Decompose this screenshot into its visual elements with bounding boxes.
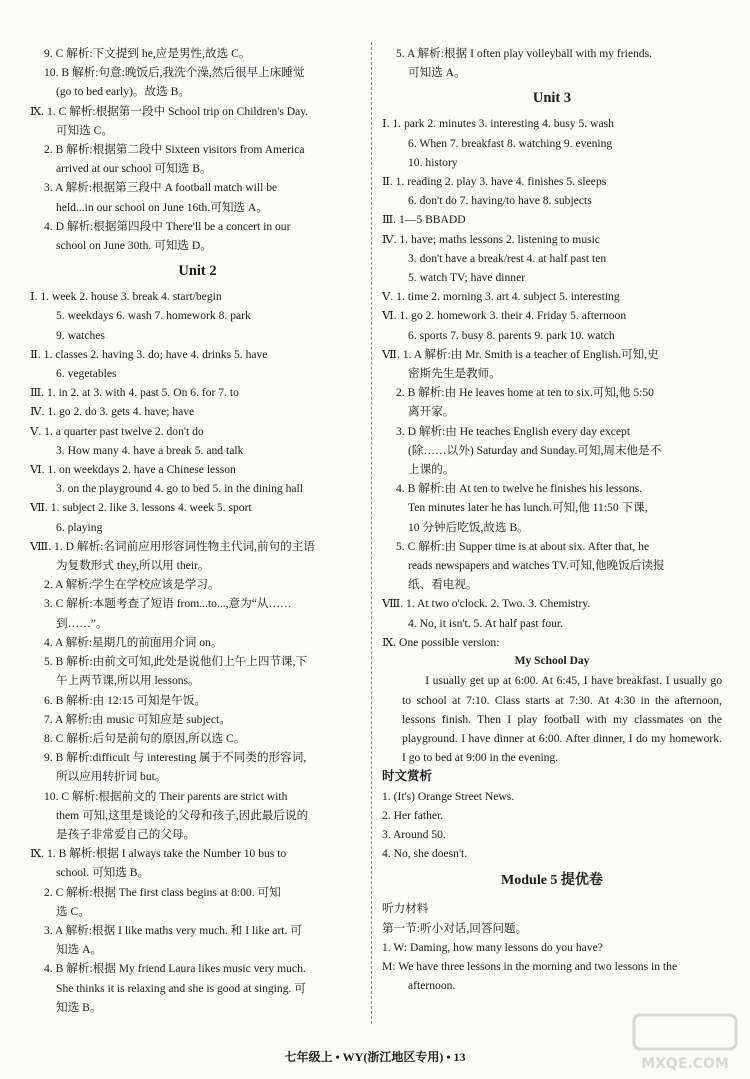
- answer-line: Ⅱ. 1. reading 2. play 3. have 4. finishes 5. sleeps: [382, 175, 607, 189]
- answer-line: 9. B 解析:difficult 与 interesting 属于不同类的形容词,: [44, 751, 307, 765]
- answer-line: 离开家。: [408, 405, 455, 419]
- answer-line: 选 C。: [56, 904, 90, 918]
- essay-title: My School Day: [514, 655, 590, 668]
- answer-line: 9. watches: [56, 328, 105, 342]
- answer-line: 3. How many 4. have a break 5. and talk: [56, 443, 244, 457]
- answer-line: 2. B 解析:根据第二段中 Sixteen visitors from America: [44, 143, 305, 157]
- answer-line: 上课的。: [408, 463, 455, 477]
- answer-line: 午上两节课,所以用 lessons。: [56, 674, 200, 688]
- answer-line: Ⅲ. 1—5 BBADD: [382, 213, 466, 227]
- watermark-logo: [630, 1011, 740, 1073]
- answer-line: 第一节:听小对话,回答问题。: [382, 921, 528, 935]
- answer-line: Ⅸ. 1. B 解析:根据 I always take the Number 10 bus to: [30, 847, 287, 861]
- unit-heading: Unit 3: [532, 90, 572, 107]
- answer-line: Ⅴ. 1. a quarter past twelve 2. don't do: [30, 424, 204, 438]
- answer-line: Ⅰ. 1. week 2. house 3. break 4. start/begin: [30, 290, 222, 304]
- answer-line: 7. A 解析:由 music 可知应是 subject。: [44, 712, 231, 726]
- answer-line: Ⅵ. 1. go 2. homework 3. their 4. Friday 5. afternoon: [382, 309, 627, 323]
- answer-line: Ⅷ. 1. D 解析:名词前应用形容词性物主代词,前句的主语: [30, 539, 315, 553]
- module-heading: Module 5 提优卷: [501, 873, 603, 889]
- right-column: [382, 44, 722, 995]
- answer-line: 5. A 解析:根据 I often play volleyball with my friends.: [396, 47, 652, 60]
- answer-line: 为复数形式 they,所以用 their。: [56, 559, 210, 573]
- answer-line: 纸、看电视。: [408, 578, 478, 592]
- answer-line: 是孩子非常爱自己的父母。: [56, 827, 196, 841]
- answer-line: arrived at our school 可知选 B。: [56, 162, 212, 176]
- answer-line: 5. B 解析:由前文可知,此处是说他们上午上四节课,下: [44, 655, 308, 669]
- answer-line: 到……”。: [56, 616, 108, 630]
- answer-line: reads newspapers and watches TV.可知,他晚饭后读报: [408, 559, 665, 573]
- answer-line: them 可知,这里是谈论的父母和孩子,因此最后说的: [56, 808, 309, 822]
- section-heading: 时文赏析: [382, 769, 433, 784]
- answer-line: 9. C 解析:下文提到 he,应是男性,故选 C。: [44, 47, 251, 60]
- answer-line: Ⅶ. 1. subject 2. like 3. lessons 4. week 5. sport: [30, 501, 252, 515]
- answer-line: Ⅳ. 1. have; maths lessons 2. listening to music: [382, 232, 600, 246]
- answer-line: 所以应用转折词 but。: [56, 770, 167, 784]
- answer-line: 10. B 解析:句意:晚饭后,我洗个澡,然后很早上床睡觉: [44, 66, 305, 80]
- answer-line: held...in our school on June 16th.可知选 A。: [56, 200, 268, 214]
- column-divider: [371, 42, 372, 1024]
- left-column: [30, 44, 365, 1017]
- answer-line: Ⅲ. 1. in 2. at 3. with 4. past 5. On 6. for 7. to: [30, 386, 239, 400]
- answer-line: 知选 A。: [56, 943, 103, 957]
- answer-line: 2. Her father.: [382, 808, 444, 822]
- answer-line: 4. No, it isn't. 5. At half past four.: [408, 616, 564, 630]
- answer-line: M: We have three lessons in the morning and two lessons in the afternoon.: [382, 959, 678, 993]
- answer-line: 8. C 解析:后句是前句的原因,所以选 C。: [44, 731, 246, 745]
- watermark-text: MXQE.COM: [641, 1056, 729, 1072]
- answer-line: Ⅴ. 1. time 2. morning 3. art 4. subject 5. interesting: [382, 290, 620, 304]
- answer-line: 1. (It's) Orange Street News.: [382, 789, 515, 803]
- answer-line: 2. A 解析:学生在学校应该是学习。: [44, 578, 220, 592]
- answer-line: 6. sports 7. busy 8. parents 9. park 10. watch: [408, 328, 615, 342]
- answer-line: Ten minutes later he has lunch.可知,他 11:50 下课,: [408, 501, 648, 515]
- essay-paragraph: I usually get up at 6:00. At 6:45, I have breakfast. I usually go to school at 7:10. Class starts at 7:30. At 4:30 in the afternoon, lessons finish. Then I play football with my classmates on the playground. I have dinner at 6:00. After dinner, I do my homework. I go to bed at 9:00 in the evening.: [402, 674, 722, 765]
- answer-line: 4. D 解析:根据第四段中 There'll be a concert in our: [44, 219, 291, 233]
- answer-line: 2. B 解析:由 He leaves home at ten to six.可知,他 5:50: [396, 386, 654, 400]
- answer-line: 可知选 C。: [56, 123, 114, 137]
- answer-line: 10. C 解析:根据前文的 Their parents are strict with: [44, 789, 288, 803]
- answer-line: 6. vegetables: [56, 367, 117, 381]
- answer-line: Ⅶ. 1. A 解析:由 Mr. Smith is a teacher of English.可知,史: [382, 347, 659, 361]
- answer-line: (go to bed early)。故选 B。: [56, 85, 190, 99]
- answer-line: Ⅵ. 1. on weekdays 2. have a Chinese lesson: [30, 463, 236, 477]
- answer-line: 3. don't have a break/rest 4. at half past ten: [408, 251, 607, 265]
- answer-line: 3. D 解析:由 He teaches English every day except: [396, 424, 631, 438]
- answer-line: 3. on the playground 4. go to bed 5. in the dining hall: [56, 482, 303, 496]
- answer-line: Ⅱ. 1. classes 2. having 3. do; have 4. drinks 5. have: [30, 347, 268, 361]
- answer-line: 6. B 解析:由 12:15 可知是午饭。: [44, 693, 206, 707]
- answer-line: (除……以外) Saturday and Sunday.可知,周末他是不: [408, 443, 662, 457]
- answer-line: Ⅳ. 1. go 2. do 3. gets 4. have; have: [30, 405, 195, 419]
- answer-line: 密斯先生是教师。: [408, 367, 501, 381]
- answer-line: 6. don't do 7. having/to have 8. subjects: [408, 194, 592, 208]
- answer-line: 4. A 解析:星期几的前面用介词 on。: [44, 635, 223, 649]
- answer-line: 5. C 解析:由 Supper time is at about six. After that, he: [396, 539, 650, 553]
- answer-line: 4. B 解析:根据 My friend Laura likes music very much.: [44, 962, 306, 976]
- page-footer: 七年级上 • WY(浙江地区专用) • 13: [284, 1050, 466, 1064]
- answer-line: 1. W: Daming, how many lessons do you have?: [382, 940, 603, 954]
- answer-line: 5. watch TV; have dinner: [408, 271, 526, 285]
- answer-line: 3. C 解析:本题考查了短语 from...to...,意为“从……: [44, 597, 292, 611]
- answer-line: school on June 30th. 可知选 D。: [56, 239, 212, 253]
- answer-line: 2. C 解析:根据 The first class begins at 8:00. 可知: [44, 885, 281, 899]
- unit-heading: Unit 2: [178, 263, 217, 280]
- answer-line: school. 可知选 B。: [56, 866, 150, 880]
- answer-line: 3. A 解析:根据 I like maths very much. 和 I like art. 可: [44, 923, 302, 937]
- answer-line: She thinks it is relaxing and she is good at singing. 可: [56, 981, 306, 995]
- answer-line: 5. weekdays 6. wash 7. homework 8. park: [56, 309, 251, 323]
- answer-line: 3. A 解析:根据第三段中 A football match will be: [44, 181, 278, 195]
- answer-line: 4. B 解析:由 At ten to twelve he finishes his lessons.: [396, 482, 643, 496]
- answer-line: Ⅷ. 1. At two o'clock. 2. Two. 3. Chemistry.: [382, 597, 591, 611]
- answer-line: 10 分钟后吃饭,故选 B。: [408, 520, 529, 534]
- answer-line: Ⅸ. 1. C 解析:根据第一段中 School trip on Children's Day.: [30, 104, 309, 118]
- answer-line: 知选 B。: [56, 1000, 102, 1014]
- answer-line: 6. When 7. breakfast 8. watching 9. evening: [408, 136, 613, 150]
- answer-line: 3. Around 50.: [382, 827, 446, 841]
- answer-line: 4. No, she doesn't.: [382, 847, 468, 861]
- answer-line: 可知选 A。: [408, 66, 466, 80]
- answer-line: Ⅸ. One possible version:: [382, 635, 500, 649]
- answer-line: Ⅰ. 1. park 2. minutes 3. interesting 4. busy 5. wash: [382, 117, 614, 131]
- answer-line: 10. history: [408, 155, 458, 169]
- answer-line: 6. playing: [56, 520, 103, 534]
- answer-line: 听力材料: [382, 902, 429, 916]
